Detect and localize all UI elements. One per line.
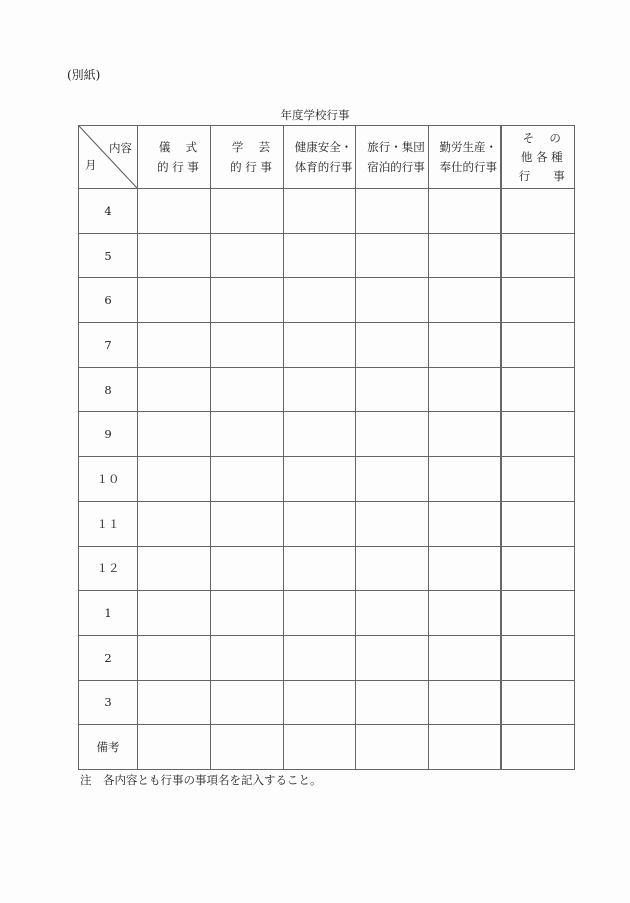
header-ceremonial-events: 儀 式 的 行 事 (138, 126, 211, 189)
entry-cell[interactable] (429, 367, 501, 412)
entry-cell[interactable] (138, 189, 211, 234)
entry-cell[interactable] (429, 635, 501, 680)
month-cell: 7 (79, 323, 138, 368)
month-cell: 3 (79, 680, 138, 725)
entry-cell[interactable] (356, 680, 429, 725)
entry-cell[interactable] (429, 323, 501, 368)
entry-cell[interactable] (356, 457, 429, 502)
entry-cell[interactable] (501, 501, 575, 546)
entry-cell[interactable] (501, 367, 575, 412)
entry-cell[interactable] (211, 278, 284, 323)
entry-cell[interactable] (429, 501, 501, 546)
entry-cell[interactable] (211, 546, 284, 591)
header-other-events: そ の 他 各 種 行 事 (501, 126, 575, 189)
entry-cell[interactable] (356, 233, 429, 278)
entry-cell[interactable] (356, 591, 429, 636)
table-row (79, 501, 575, 546)
entry-cell[interactable] (501, 546, 575, 591)
entry-cell[interactable] (356, 189, 429, 234)
entry-cell[interactable] (501, 635, 575, 680)
entry-cell[interactable] (284, 367, 356, 412)
entry-cell[interactable] (356, 501, 429, 546)
entry-cell[interactable] (211, 457, 284, 502)
month-cell: 6 (79, 278, 138, 323)
table-row (79, 367, 575, 412)
attachment-label: (別紙) (67, 68, 101, 82)
entry-cell[interactable] (211, 412, 284, 457)
entry-cell[interactable] (501, 278, 575, 323)
notes-cell[interactable] (211, 725, 284, 770)
entry-cell[interactable] (138, 680, 211, 725)
notes-cell[interactable] (284, 725, 356, 770)
entry-cell[interactable] (138, 367, 211, 412)
month-cell: １１ (79, 501, 138, 546)
table-row (79, 323, 575, 368)
month-cell: 4 (79, 189, 138, 234)
entry-cell[interactable] (356, 412, 429, 457)
entry-cell[interactable] (211, 591, 284, 636)
entry-cell[interactable] (501, 457, 575, 502)
month-cell: 2 (79, 635, 138, 680)
entry-cell[interactable] (284, 546, 356, 591)
notes-label-cell: 備考 (79, 725, 138, 770)
entry-cell[interactable] (429, 546, 501, 591)
entry-cell[interactable] (429, 412, 501, 457)
entry-cell[interactable] (501, 189, 575, 234)
entry-cell[interactable] (138, 323, 211, 368)
table-row (79, 278, 575, 323)
table-row (79, 233, 575, 278)
entry-cell[interactable] (138, 233, 211, 278)
entry-cell[interactable] (429, 278, 501, 323)
entry-cell[interactable] (211, 680, 284, 725)
corner-header-cell (79, 126, 138, 189)
notes-row (79, 725, 575, 770)
entry-cell[interactable] (211, 501, 284, 546)
entry-cell[interactable] (356, 546, 429, 591)
entry-cell[interactable] (501, 412, 575, 457)
entry-cell[interactable] (356, 635, 429, 680)
header-travel-events: 旅行・集団 宿泊的行事 (356, 126, 429, 189)
table-row (79, 591, 575, 636)
header-cultural-events: 学 芸 的 行 事 (211, 126, 284, 189)
entry-cell[interactable] (356, 367, 429, 412)
month-cell: １２ (79, 546, 138, 591)
entry-cell[interactable] (429, 457, 501, 502)
entry-cell[interactable] (501, 591, 575, 636)
entry-cell[interactable] (429, 680, 501, 725)
month-cell: １０ (79, 457, 138, 502)
table-row (79, 457, 575, 502)
table-row (79, 635, 575, 680)
entry-cell[interactable] (138, 457, 211, 502)
entry-cell[interactable] (211, 367, 284, 412)
entry-cell[interactable] (138, 412, 211, 457)
header-row (79, 126, 575, 189)
notes-cell[interactable] (429, 725, 501, 770)
entry-cell[interactable] (138, 278, 211, 323)
entry-cell[interactable] (138, 501, 211, 546)
entry-cell[interactable] (138, 635, 211, 680)
footnote: 注 各内容とも行事の事項名を記入すること。 (80, 773, 322, 787)
entry-cell[interactable] (284, 591, 356, 636)
month-cell: 1 (79, 591, 138, 636)
entry-cell[interactable] (211, 233, 284, 278)
entry-cell[interactable] (356, 323, 429, 368)
month-cell: 9 (79, 412, 138, 457)
entry-cell[interactable] (501, 680, 575, 725)
entry-cell[interactable] (284, 501, 356, 546)
month-axis-label: 月 (85, 158, 97, 172)
entry-cell[interactable] (284, 680, 356, 725)
entry-cell[interactable] (284, 457, 356, 502)
entry-cell[interactable] (429, 189, 501, 234)
notes-cell[interactable] (501, 725, 575, 770)
entry-cell[interactable] (284, 635, 356, 680)
entry-cell[interactable] (284, 233, 356, 278)
content-axis-label: 内容 (109, 141, 132, 155)
school-events-table (78, 125, 575, 770)
entry-cell[interactable] (211, 323, 284, 368)
entry-cell[interactable] (211, 189, 284, 234)
entry-cell[interactable] (356, 278, 429, 323)
month-cell: 8 (79, 367, 138, 412)
entry-cell[interactable] (284, 323, 356, 368)
entry-cell[interactable] (284, 278, 356, 323)
entry-cell[interactable] (429, 233, 501, 278)
month-cell: 5 (79, 233, 138, 278)
table-row (79, 546, 575, 591)
table-row (79, 680, 575, 725)
entry-cell[interactable] (284, 189, 356, 234)
notes-cell[interactable] (138, 725, 211, 770)
entry-cell[interactable] (429, 591, 501, 636)
entry-cell[interactable] (284, 412, 356, 457)
entry-cell[interactable] (211, 635, 284, 680)
entry-cell[interactable] (501, 233, 575, 278)
entry-cell[interactable] (138, 591, 211, 636)
table-row (79, 189, 575, 234)
table-row (79, 412, 575, 457)
header-labor-service-events: 勤労生産・ 奉仕的行事 (429, 126, 501, 189)
entry-cell[interactable] (138, 546, 211, 591)
header-health-safety-events: 健康安全・ 体育的行事 (284, 126, 356, 189)
notes-cell[interactable] (356, 725, 429, 770)
table-title: 年度学校行事 (280, 108, 350, 122)
entry-cell[interactable] (501, 323, 575, 368)
